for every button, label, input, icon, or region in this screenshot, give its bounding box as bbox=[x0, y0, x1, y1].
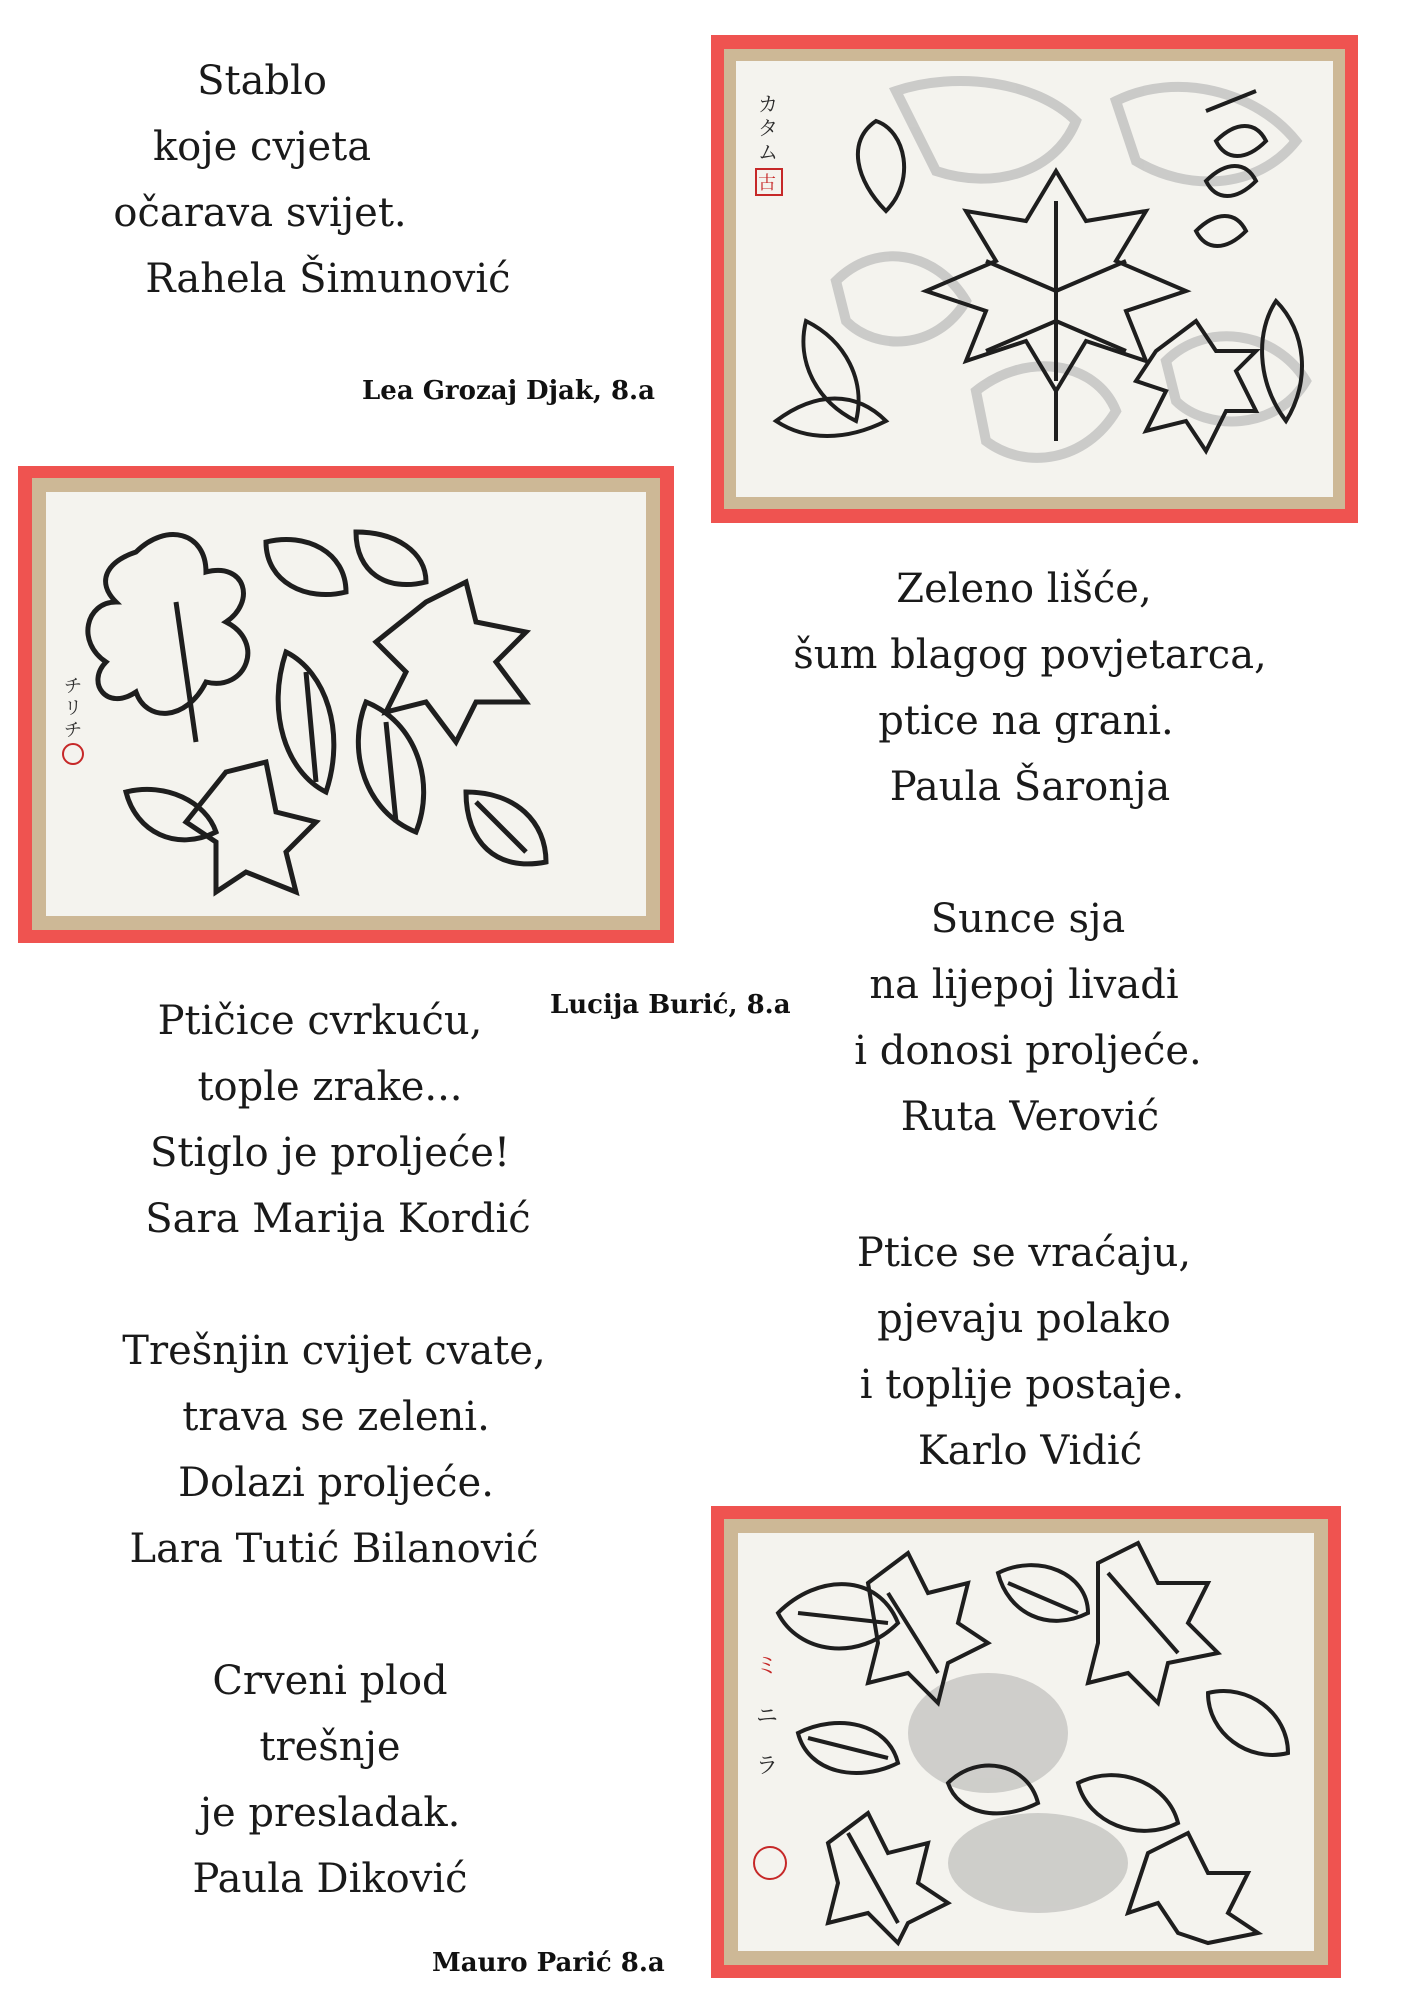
svg-text:カ: カ bbox=[758, 92, 778, 116]
poem-line: i toplije postaje. bbox=[859, 1362, 1185, 1408]
svg-text:古: 古 bbox=[758, 173, 776, 194]
artwork-3-ink-leaves bbox=[738, 1533, 1314, 1951]
poem-line: očarava svijet. bbox=[113, 190, 407, 236]
poem-line: Stablo bbox=[197, 58, 327, 104]
artwork-frame-3 bbox=[711, 1506, 1341, 1978]
poem-paula-saronja bbox=[770, 556, 1290, 820]
poem-paula-dikovic bbox=[80, 1648, 580, 1912]
poem-line: koje cvjeta bbox=[152, 124, 372, 170]
poem-line: pjevaju polako bbox=[877, 1296, 1171, 1342]
poem-line: Ptice se vraćaju, bbox=[856, 1230, 1192, 1276]
artwork-credit-3: Mauro Parić 8.a bbox=[432, 1948, 665, 1978]
poem-line: i donosi proljeće. bbox=[854, 1028, 1202, 1074]
artwork-credit-1: Lea Grozaj Djak, 8.a bbox=[362, 376, 655, 406]
poem-ruta bbox=[770, 886, 1290, 1150]
poem-author: Ruta Verović bbox=[900, 1094, 1160, 1140]
poem-line: Ptičice cvrkuću, bbox=[157, 998, 483, 1044]
poem-line: Stiglo je proljeće! bbox=[149, 1130, 511, 1176]
poem-line: Sunce sja bbox=[930, 896, 1126, 942]
poem-rahela bbox=[70, 48, 511, 312]
artwork-2-signature bbox=[63, 676, 83, 764]
artwork-3-signature bbox=[754, 1654, 786, 1879]
svg-text:チ: チ bbox=[64, 676, 82, 697]
poem-line: na lijepoj livadi bbox=[869, 962, 1179, 1008]
poem-author: Lara Tutić Bilanović bbox=[129, 1526, 539, 1572]
artwork-credit-2: Lucija Burić, 8.a bbox=[550, 990, 791, 1020]
poem-line: Zeleno lišće, bbox=[896, 566, 1152, 612]
svg-text:ミ: ミ bbox=[756, 1654, 779, 1679]
poem-sara bbox=[80, 988, 580, 1252]
poem-author: Karlo Vidić bbox=[917, 1428, 1143, 1474]
poem-line: Crveni plod bbox=[212, 1658, 448, 1704]
poem-line: trešnje bbox=[259, 1724, 401, 1770]
poem-lara bbox=[80, 1318, 580, 1582]
poem-line: šum blagog povjetarca, bbox=[793, 632, 1267, 678]
poem-line: tople zrake... bbox=[197, 1064, 463, 1110]
artwork-frame-1 bbox=[711, 35, 1358, 523]
poem-line: trava se zeleni. bbox=[182, 1394, 490, 1440]
artwork-frame-2 bbox=[18, 466, 674, 943]
poem-line: ptice na grani. bbox=[878, 698, 1174, 744]
svg-text:ニ: ニ bbox=[756, 1704, 779, 1729]
poem-author: Paula Diković bbox=[192, 1856, 468, 1902]
poem-line: Dolazi proljeće. bbox=[178, 1460, 494, 1506]
artwork-1-signature bbox=[756, 92, 782, 195]
poem-line: Trešnjin cvijet cvate, bbox=[122, 1328, 546, 1374]
svg-text:チ: チ bbox=[64, 720, 82, 741]
poem-author: Sara Marija Kordić bbox=[145, 1196, 531, 1242]
svg-text:タ: タ bbox=[758, 116, 778, 140]
poem-author: Paula Šaronja bbox=[889, 764, 1171, 810]
artwork-2-ink-leaves bbox=[46, 492, 646, 916]
poem-karlo bbox=[770, 1220, 1290, 1484]
svg-text:リ: リ bbox=[64, 698, 82, 719]
svg-text:ラ: ラ bbox=[756, 1754, 779, 1779]
artwork-1-ink-leaves bbox=[736, 61, 1333, 497]
poem-line: je presladak. bbox=[199, 1790, 461, 1836]
poem-author: Rahela Šimunović bbox=[145, 256, 511, 302]
svg-text:ム: ム bbox=[758, 140, 778, 164]
